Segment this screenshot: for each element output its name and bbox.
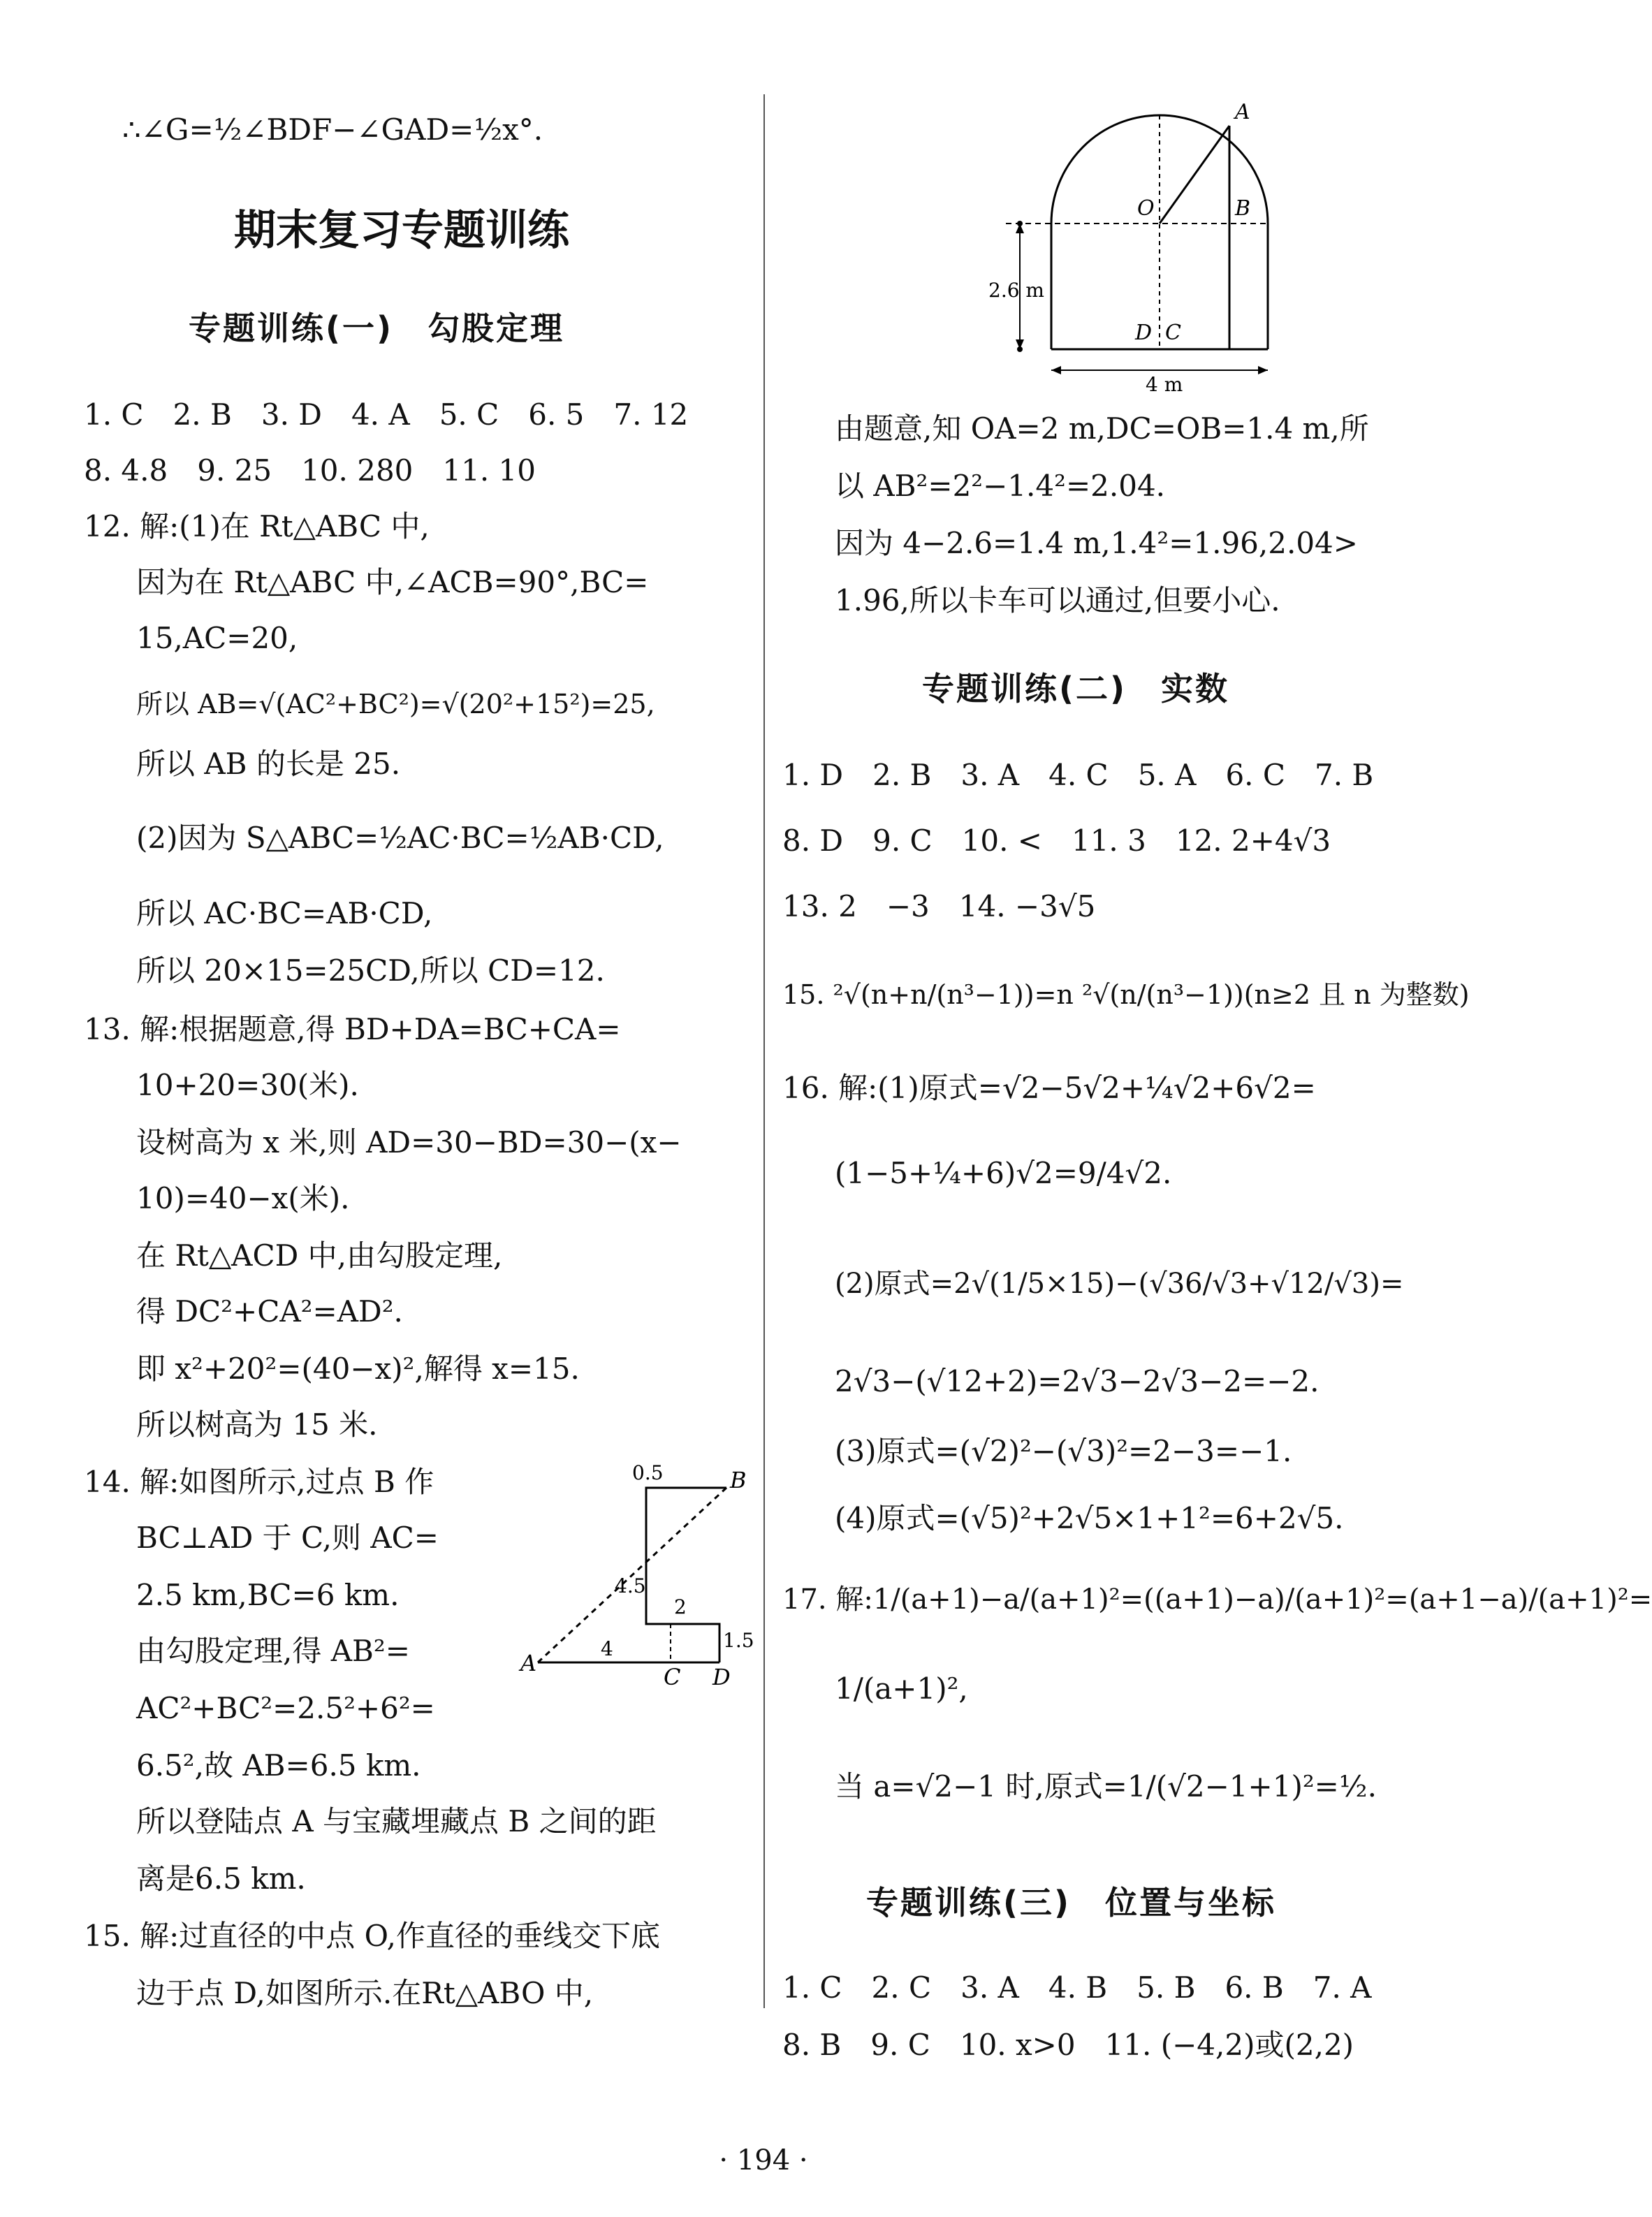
topic-heading-3: 专题训练(三) 位置与坐标: [866, 1884, 1277, 1922]
fig1-label-a: A: [1235, 100, 1250, 124]
line-l22: 14. 解:如图所示,过点 B 作: [84, 1465, 434, 1499]
fig1-label-c: C: [1165, 321, 1181, 345]
line-l10: 所以 AB 的长是 25.: [136, 747, 401, 781]
line-r7: 8. D 9. C 10. < 11. 3 12. 2+4√3: [782, 824, 1331, 858]
line-l8: 15,AC=20,: [136, 621, 298, 655]
line-l24: 2.5 km,BC=6 km.: [136, 1578, 400, 1612]
line-l16: 设树高为 x 米,则 AD=30−BD=30−(x−: [136, 1125, 682, 1159]
fig1-label-o: O: [1137, 196, 1155, 221]
topic-heading-2: 专题训练(二) 实数: [922, 670, 1230, 708]
page-number: · 194 ·: [719, 2144, 808, 2176]
line-r21: 8. B 9. C 10. x>0 11. (−4,2)或(2,2): [782, 2028, 1354, 2062]
line-r12: (2)原式=2√(1/5×15)−(√36/√3+√12/√3)=: [835, 1268, 1404, 1300]
line-l12: 所以 AC·BC=AB·CD,: [136, 896, 433, 930]
dim-dot-bottom: [1017, 346, 1023, 352]
line-l5: 8. 4.8 9. 25 10. 280 11. 10: [84, 453, 536, 488]
line-r4: 1.96,所以卡车可以通过,但要小心.: [835, 583, 1280, 617]
segment-oa: [1160, 126, 1229, 224]
line-l7: 因为在 Rt△ABC 中,∠ACB=90°,BC=: [136, 565, 649, 599]
line-l13: 所以 20×15=25CD,所以 CD=12.: [136, 953, 605, 988]
line-r18: 当 a=√2−1 时,原式=1/(√2−1+1)²=½.: [835, 1769, 1377, 1803]
tunnel-figure: [988, 98, 1383, 398]
line-l31: 边于点 D,如图所示.在Rt△ABO 中,: [136, 1976, 594, 2010]
column-divider: [763, 94, 765, 2008]
line-r1: 由题意,知 OA=2 m,DC=OB=1.4 m,所: [835, 411, 1369, 446]
line-l11: (2)因为 S△ABC=½AC·BC=½AB·CD,: [136, 821, 664, 855]
line-l28: 所以登陆点 A 与宝藏埋藏点 B 之间的距: [136, 1804, 657, 1838]
line-r16: 17. 解:1/(a+1)−a/(a+1)²=((a+1)−a)/(a+1)²=(a+1−a)/(a+1)²=: [782, 1583, 1652, 1616]
line-l9: 所以 AB=√(AC²+BC²)=√(20²+15²)=25,: [136, 689, 655, 719]
line-l19: 得 DC²+CA²=AD².: [136, 1294, 403, 1329]
fig1-dim-width: 4 m: [1146, 373, 1183, 396]
fig1-dim-height: 2.6 m: [988, 279, 1044, 302]
fig1-label-d: D: [1135, 321, 1153, 345]
topic-heading-1: 专题训练(一) 勾股定理: [189, 309, 565, 347]
fig2-label-a: A: [520, 1650, 537, 1676]
line-l27: 6.5²,故 AB=6.5 km.: [136, 1748, 421, 1783]
fig2-dim-4: 4: [601, 1637, 613, 1660]
line-l15: 10+20=30(米).: [136, 1068, 359, 1102]
line-r2: 以 AB²=2²−1.4²=2.04.: [835, 469, 1166, 503]
line-l4: 1. C 2. B 3. D 4. A 5. C 6. 5 7. 12: [84, 397, 689, 432]
line-l20: 即 x²+20²=(40−x)²,解得 x=15.: [136, 1352, 580, 1386]
line-l29: 离是6.5 km.: [136, 1861, 306, 1896]
dim-dot-top: [1017, 221, 1023, 226]
line-l25: 由勾股定理,得 AB²=: [136, 1634, 410, 1668]
treasure-figure: [517, 1453, 754, 1690]
fig2-label-b: B: [730, 1467, 747, 1493]
line-l26: AC²+BC²=2.5²+6²=: [136, 1691, 435, 1725]
line-l21: 所以树高为 15 米.: [136, 1407, 378, 1442]
line-r20: 1. C 2. C 3. A 4. B 5. B 6. B 7. A: [782, 1970, 1372, 2005]
section-title: 期末复习专题训练: [234, 206, 569, 255]
line-l6: 12. 解:(1)在 Rt△ABC 中,: [84, 509, 430, 543]
arrow-right-icon: [1258, 366, 1268, 374]
line-l1: ∴∠G=½∠BDF−∠GAD=½x°.: [122, 112, 543, 147]
fig2-label-d: D: [712, 1664, 731, 1690]
line-r17: 1/(a+1)²,: [835, 1671, 968, 1706]
line-l18: 在 Rt△ACD 中,由勾股定理,: [136, 1238, 503, 1273]
fig2-dim-15: 1.5: [723, 1629, 754, 1652]
line-l23: BC⊥AD 于 C,则 AC=: [136, 1521, 439, 1555]
line-r15: (4)原式=(√5)²+2√5×1+1²=6+2√5.: [835, 1501, 1344, 1535]
arrow-left-icon: [1051, 366, 1061, 374]
fig2-dim-45: 4.5: [615, 1574, 646, 1597]
line-r13: 2√3−(√12+2)=2√3−2√3−2=−2.: [835, 1364, 1320, 1398]
fig2-dim-2: 2: [674, 1595, 687, 1618]
line-l30: 15. 解:过直径的中点 O,作直径的垂线交下底: [84, 1919, 660, 1953]
line-r9: 15. ²√(n+n/(n³−1))=n ²√(n/(n³−1))(n≥2 且 n 为整数): [782, 979, 1470, 1010]
fig2-dim-05: 0.5: [632, 1461, 664, 1484]
line-r6: 1. D 2. B 3. A 4. C 5. A 6. C 7. B: [782, 758, 1374, 792]
line-l14: 13. 解:根据题意,得 BD+DA=BC+CA=: [84, 1012, 621, 1046]
line-r11: (1−5+¼+6)√2=9/4√2.: [835, 1156, 1172, 1190]
line-r14: (3)原式=(√2)²−(√3)²=2−3=−1.: [835, 1434, 1292, 1468]
line-r3: 因为 4−2.6=1.4 m,1.4²=1.96,2.04>: [835, 526, 1358, 560]
line-r10: 16. 解:(1)原式=√2−5√2+¼√2+6√2=: [782, 1071, 1316, 1105]
fig1-label-b: B: [1235, 196, 1251, 221]
fig2-label-c: C: [664, 1664, 681, 1690]
line-l17: 10)=40−x(米).: [136, 1181, 350, 1215]
path-route: [646, 1488, 726, 1662]
line-r8: 13. 2 −3 14. −3√5: [782, 889, 1096, 923]
